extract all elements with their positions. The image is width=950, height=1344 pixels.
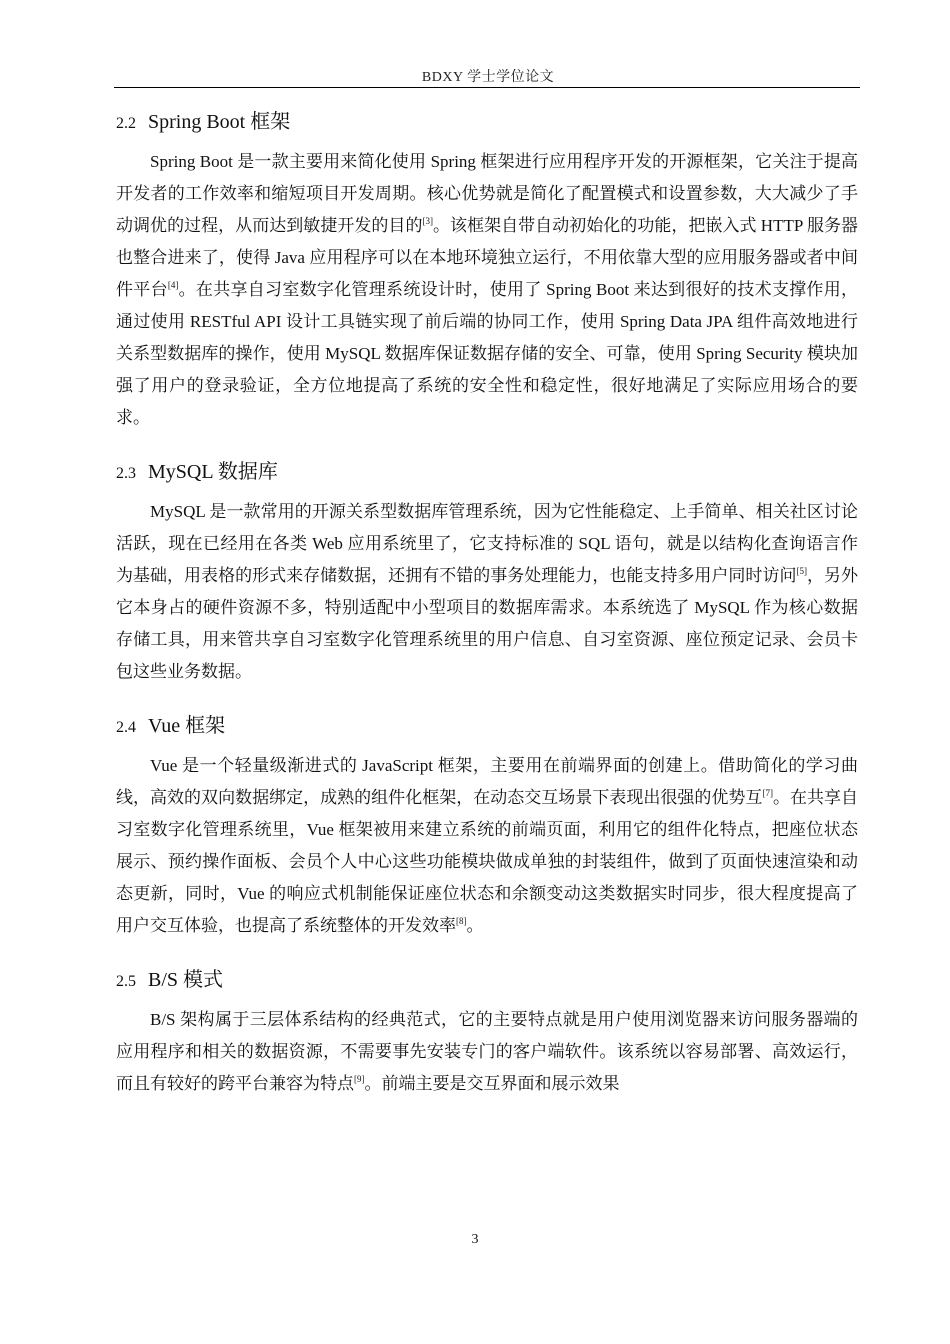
- section-heading: [116, 712, 858, 742]
- citation: [5]: [796, 566, 807, 576]
- paragraph-text: 。该框架自带自动初始化的功能，把嵌入式 HTTP 服务器也整合进来了，使得 Java 应用程序可以在本地环境独立运行，不用依靠大型的应用服务器或者中间件平台: [116, 216, 858, 299]
- paragraph: [116, 1004, 858, 1100]
- section-spring-boot: [116, 108, 858, 434]
- section-number: 2.3: [116, 465, 136, 482]
- paragraph-text: 。前端主要是交互界面和展示效果: [364, 1074, 620, 1093]
- paragraph-text: B/S 架构属于三层体系结构的经典范式，它的主要特点就是用户使用浏览器来访问服务器端的应用程序和相关的数据资源，不需要事先安装专门的客户端软件。该系统以容易部署、高效运行，而且有较好的跨平台兼容为特点: [116, 1010, 858, 1093]
- section-title: MySQL 数据库: [148, 461, 278, 483]
- paragraph-text: MySQL 是一款常用的开源关系型数据库管理系统，因为它性能稳定、上手简单、相关社区讨论活跃，现在已经用在各类 Web 应用系统里了，它支持标准的 SQL 语句，就是以结构化查询语言作为基础，用表格的形式来存储数据，还拥有不错的事务处理能力，也能支持多用户同时访问: [116, 502, 858, 585]
- paragraph: [116, 496, 858, 688]
- section-number: 2.2: [116, 115, 136, 132]
- section-heading: [116, 966, 858, 996]
- section-number: 2.4: [116, 719, 136, 736]
- running-header: BDXY 学士学位论文: [421, 70, 555, 85]
- section-bs-mode: [116, 966, 858, 1100]
- citation: [3]: [422, 216, 433, 226]
- section-number: 2.5: [116, 973, 136, 990]
- section-title: B/S 模式: [148, 969, 224, 991]
- paragraph-text: Spring Boot 是一款主要用来简化使用 Spring 框架进行应用程序开发的开源框架，它关注于提高开发者的工作效率和缩短项目开发周期。核心优势就是简化了配置模式和设置参数，大大减少了手动调优的过程，从而达到敏捷开发的目的: [116, 152, 858, 235]
- paragraph: [116, 750, 858, 942]
- paragraph-text: 。在共享自习室数字化管理系统设计时，使用了 Spring Boot 来达到很好的技术支撑作用，通过使用 RESTful API 设计工具链实现了前后端的协同工作，使用 Spring Data JPA 组件高效地进行关系型数据库的操作，使用 MySQL 数据库保证数据存储的安全、可靠，使用 Spring Security 模块加强了用户的登录验证，全方位地提高了系统的安全性和稳定性，很好地满足了实际应用场合的要求。: [116, 280, 859, 427]
- paragraph-text: Vue 是一个轻量级渐进式的 JavaScript 框架，主要用在前端界面的创建上。借助简化的学习曲线，高效的双向数据绑定，成熟的组件化框架，在动态交互场景下表现出很强的优势互: [116, 756, 858, 807]
- citation: [4]: [167, 280, 179, 290]
- header-rule: [114, 87, 860, 88]
- paragraph-text: 。: [466, 916, 484, 935]
- body-content: [116, 108, 858, 1124]
- paragraph-text: 。在共享自习室数字化管理系统里，Vue 框架被用来建立系统的前端页面，利用它的组件化特点，把座位状态展示、预约操作面板、会员个人中心这些功能模块做成单独的封装组件，做到了页面快速渲染和动态更新，同时，Vue 的响应式机制能保证座位状态和余额变动这类数据实时同步，很大程度提高了用户交互体验，也提高了系统整体的开发效率: [116, 788, 859, 935]
- section-vue: [116, 712, 858, 942]
- citation: [9]: [354, 1074, 365, 1084]
- page-number: 3: [471, 1232, 479, 1247]
- section-mysql: [116, 458, 858, 688]
- paragraph: [116, 146, 858, 434]
- section-heading: [116, 108, 858, 138]
- citation: [7]: [762, 788, 773, 798]
- citation: [8]: [456, 916, 467, 926]
- section-title: Vue 框架: [148, 715, 226, 737]
- section-title: Spring Boot 框架: [148, 111, 291, 133]
- section-heading: [116, 458, 858, 488]
- paragraph-text: ，另外它本身占的硬件资源不多，特别适配中小型项目的数据库需求。本系统选了 MySQL 作为核心数据存储工具，用来管共享自习室数字化管理系统里的用户信息、自习室资源、座位预定记录、会员卡包这些业务数据。: [116, 566, 859, 681]
